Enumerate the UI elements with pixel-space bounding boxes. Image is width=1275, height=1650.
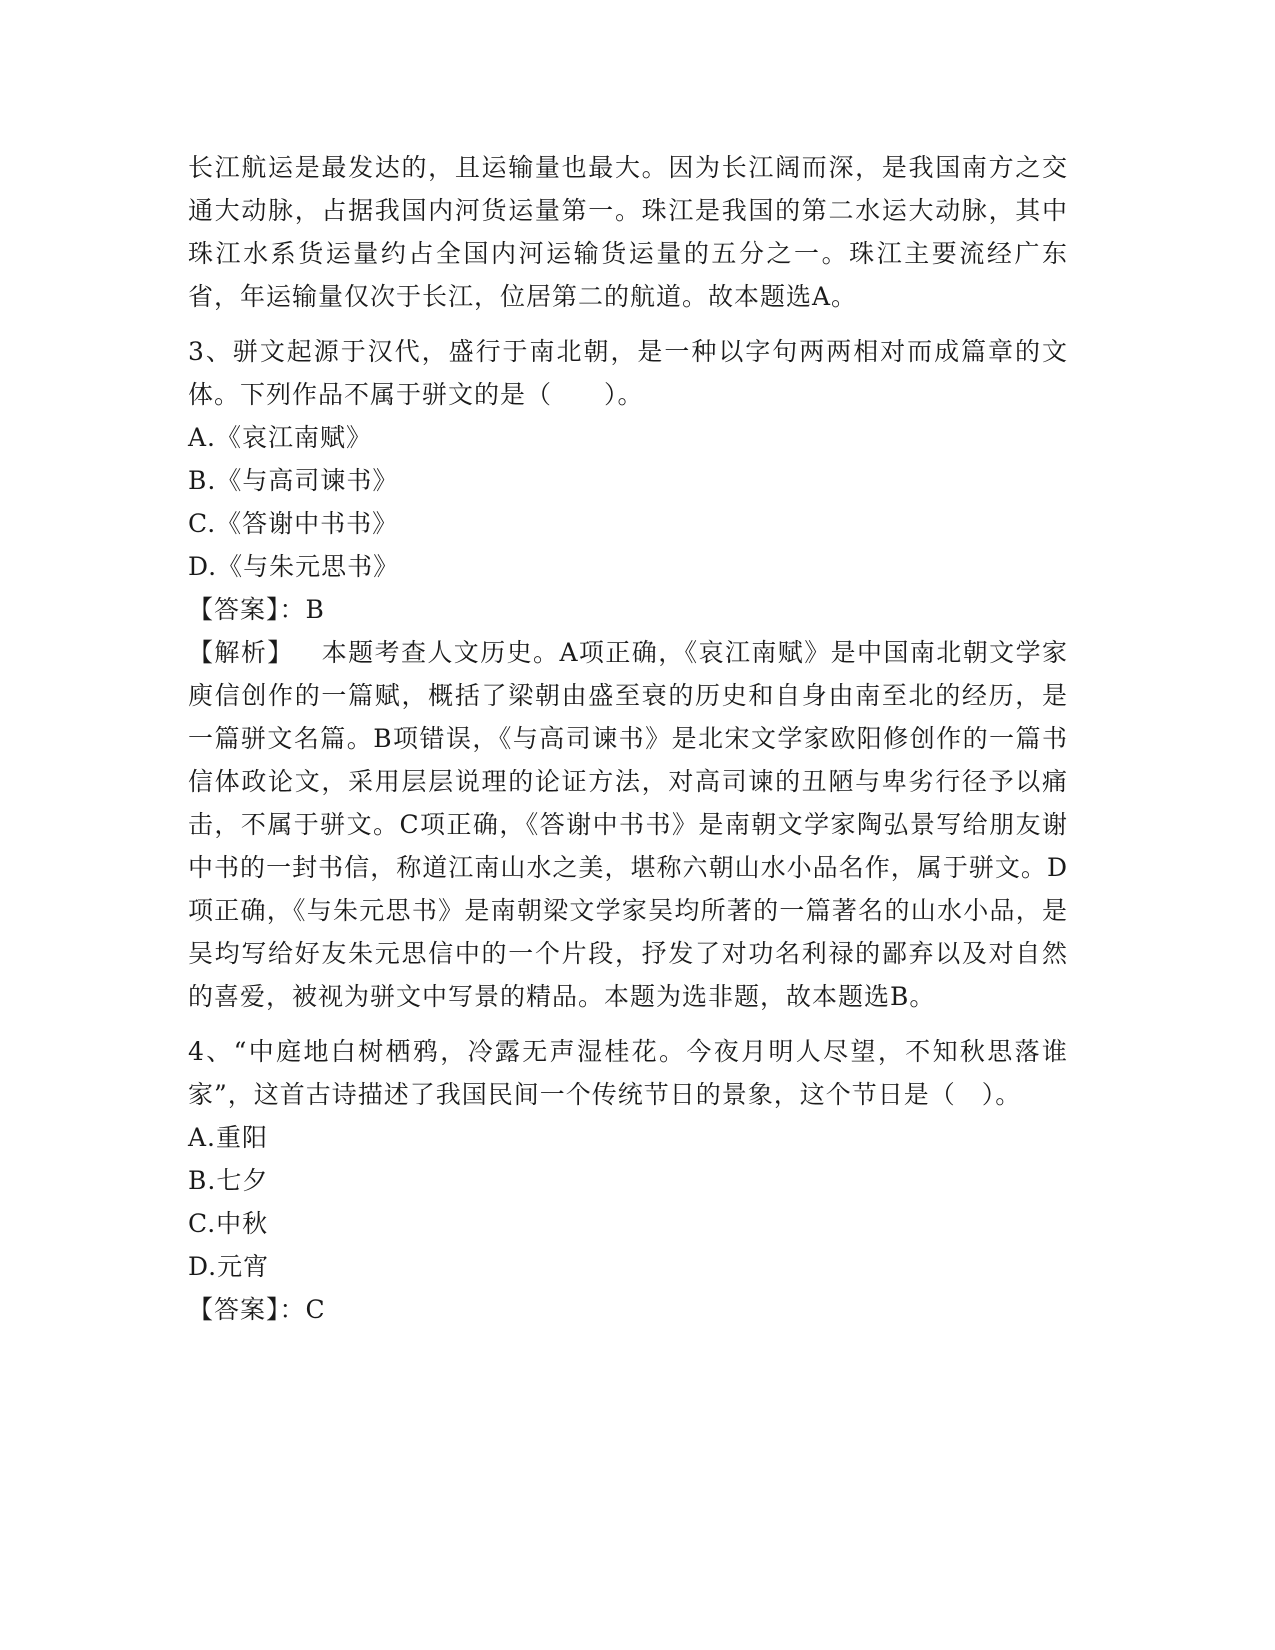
question-4-option-b: B.七夕 [188, 1166, 269, 1195]
question-3-option-c: C.《答谢中书书》 [188, 509, 399, 538]
question-4-answer: 【答案】：C [188, 1295, 326, 1324]
previous-analysis-continuation: 长江航运是最发达的，且运输量也最大。因为长江阔而深，是我国南方之交通大动脉，占据我国内河货运量第一。珠江是我国的第二水运大动脉，其中珠江水系货运量约占全国内河运输货运量的五分之一。珠江主要流经广东省，年运输量仅次于长江，位居第二的航道。故本题选A。 [188, 153, 1068, 311]
question-3-analysis-text: 本题考查人文历史。A项正确，《哀江南赋》是中国南北朝文学家庾信创作的一篇赋，概括了梁朝由盛至衰的历史和自身由南至北的经历，是一篇骈文名篇。B项错误，《与高司谏书》是北宋文学家欧阳修创作的一篇书信体政论文，采用层层说理的论证方法，对高司谏的丑陋与卑劣行径予以痛击，不属于骈文。C项正确，《答谢中书书》是南朝文学家陶弘景写给朋友谢中书的一封书信，称道江南山水之美，堪称六朝山水小品名作，属于骈文。D项正确，《与朱元思书》是南朝梁文学家吴均所著的一篇著名的山水小品，是吴均写给好友朱元思信中的一个片段，抒发了对功名利禄的鄙弃以及对自然的喜爱，被视为骈文中写景的精品。本题为选非题，故本题选B。 [188, 638, 1068, 1011]
question-4-option-d: D.元宵 [188, 1252, 270, 1281]
spacer [188, 318, 1068, 330]
question-3-option-d: D.《与朱元思书》 [188, 552, 400, 581]
question-3-option-a: A.《哀江南赋》 [188, 423, 373, 452]
question-3-stem: 3、骈文起源于汉代，盛行于南北朝，是一种以字句两两相对而成篇章的文体。下列作品不属于骈文的是（ ）。 [188, 337, 1068, 409]
question-3-analysis-tag: 【解析】 [188, 638, 294, 667]
question-3-analysis [188, 631, 1068, 1018]
document-content [188, 146, 1068, 1331]
spacer [188, 1018, 1068, 1030]
question-3-option-b: B.《与高司谏书》 [188, 466, 399, 495]
question-3-answer: 【答案】：B [188, 595, 325, 624]
question-4-option-a: A.重阳 [188, 1123, 269, 1152]
question-3 [188, 330, 1068, 1018]
question-4-stem: 4、“中庭地白树栖鸦，冷露无声湿桂花。今夜月明人尽望，不知秋思落谁家”，这首古诗描述了我国民间一个传统节日的景象，这个节日是（ ）。 [188, 1037, 1068, 1109]
question-4-option-c: C.中秋 [188, 1209, 269, 1238]
question-4 [188, 1030, 1068, 1331]
